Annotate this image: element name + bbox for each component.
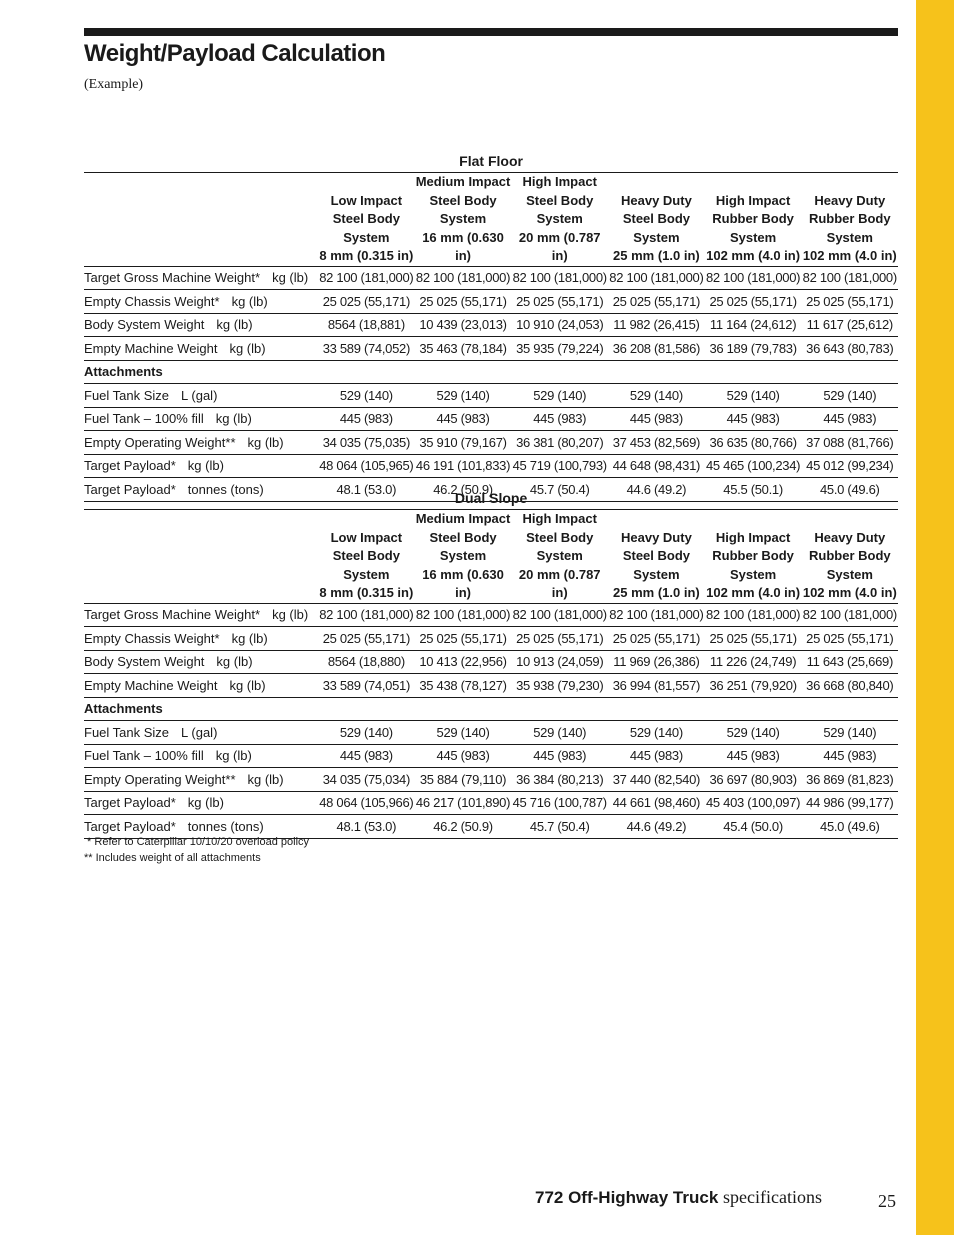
table-caption: Dual Slope bbox=[454, 490, 528, 506]
table-cell: 25 025 (55,171) bbox=[801, 290, 898, 314]
row-unit: L (gal) bbox=[181, 387, 218, 403]
table-cell: 11 617 (25,612) bbox=[801, 313, 898, 337]
table-cell: 35 910 (79,167) bbox=[415, 431, 512, 455]
column-header-row bbox=[84, 173, 898, 267]
row-unit: kg (lb) bbox=[247, 771, 284, 787]
column-header-line: Heavy Duty bbox=[814, 192, 886, 208]
page-footer bbox=[535, 1187, 822, 1208]
table-cell: 82 100 (181,000) bbox=[511, 266, 608, 290]
row-label: Target Gross Machine Weight* bbox=[84, 607, 261, 623]
page-subtitle: (Example) bbox=[84, 77, 144, 92]
row-label-cell bbox=[84, 384, 318, 408]
table-cell: 35 884 (79,110) bbox=[415, 768, 512, 792]
table-cell: 45 403 (100,097) bbox=[705, 791, 802, 815]
section-row bbox=[84, 360, 898, 384]
table-cell: 25 025 (55,171) bbox=[318, 627, 415, 651]
table-cell: 37 453 (82,569) bbox=[608, 431, 705, 455]
column-header-row bbox=[84, 510, 898, 604]
table-cell: 445 (983) bbox=[415, 407, 512, 431]
table-row bbox=[84, 266, 898, 290]
table-cell: 25 025 (55,171) bbox=[608, 290, 705, 314]
column-header-line: Rubber Body bbox=[712, 548, 794, 563]
row-unit: kg (lb) bbox=[272, 607, 309, 623]
table-cell bbox=[801, 360, 898, 384]
row-label-cell bbox=[84, 290, 318, 314]
table-cell: 25 025 (55,171) bbox=[318, 290, 415, 314]
table-row bbox=[84, 721, 898, 745]
column-header bbox=[318, 173, 415, 267]
column-header bbox=[318, 510, 415, 604]
column-header-line: 25 mm (1.0 in) bbox=[613, 248, 700, 263]
table-cell: 35 463 (78,184) bbox=[415, 337, 512, 361]
table-cell: 36 384 (80,213) bbox=[511, 768, 608, 792]
table-cell bbox=[705, 360, 802, 384]
top-rule bbox=[84, 28, 898, 36]
row-label-cell bbox=[84, 721, 318, 745]
table-cell: 529 (140) bbox=[318, 384, 415, 408]
table-cell: 45 465 (100,234) bbox=[705, 454, 802, 478]
column-header-line: Low Impact bbox=[330, 529, 403, 545]
table-cell: 82 100 (181,000) bbox=[318, 603, 415, 627]
table-cell: 46 217 (101,890) bbox=[415, 791, 512, 815]
footnote-attachments: ** Includes weight of all attachments bbox=[84, 852, 261, 864]
header-blank bbox=[84, 173, 318, 267]
row-label: Empty Operating Weight** bbox=[84, 771, 236, 787]
table-cell: 529 (140) bbox=[511, 384, 608, 408]
table-cell: 36 381 (80,207) bbox=[511, 431, 608, 455]
row-label: Empty Chassis Weight* bbox=[84, 630, 220, 646]
table-cell: 44 986 (99,177) bbox=[801, 791, 898, 815]
table-cell: 10 913 (24,059) bbox=[511, 650, 608, 674]
table-cell: 48 064 (105,966) bbox=[318, 791, 415, 815]
table-cell: 529 (140) bbox=[415, 384, 512, 408]
table-cell: 10 413 (22,956) bbox=[415, 650, 512, 674]
table-cell: 445 (983) bbox=[705, 744, 802, 768]
table-cell: 35 938 (79,230) bbox=[511, 674, 608, 698]
table-cell: 36 668 (80,840) bbox=[801, 674, 898, 698]
row-label-cell bbox=[84, 627, 318, 651]
row-label: Empty Chassis Weight* bbox=[84, 293, 220, 309]
table-cell: 46.2 (50.9) bbox=[415, 815, 512, 839]
row-label-cell bbox=[84, 744, 318, 768]
table-cell: 45.0 (49.6) bbox=[801, 478, 898, 502]
table-row bbox=[84, 603, 898, 627]
table-cell: 529 (140) bbox=[608, 721, 705, 745]
table-cell: 11 643 (25,669) bbox=[801, 650, 898, 674]
column-header bbox=[705, 510, 802, 604]
column-header-line: 16 mm (0.630 in) bbox=[422, 566, 504, 600]
table-cell: 82 100 (181,000) bbox=[705, 266, 802, 290]
table-row bbox=[84, 791, 898, 815]
row-label: Body System Weight bbox=[84, 654, 205, 670]
row-label-cell bbox=[84, 674, 318, 698]
table-row bbox=[84, 768, 898, 792]
row-label: Fuel Tank – 100% fill bbox=[84, 411, 204, 427]
table-row bbox=[84, 337, 898, 361]
table-cell: 36 189 (79,783) bbox=[705, 337, 802, 361]
column-header bbox=[511, 510, 608, 604]
column-header-line: Heavy Duty bbox=[814, 529, 886, 545]
row-unit: kg (lb) bbox=[187, 458, 224, 474]
table-cell: 529 (140) bbox=[511, 721, 608, 745]
column-header-line: High Impact bbox=[522, 511, 597, 526]
table-cell: 11 982 (26,415) bbox=[608, 313, 705, 337]
row-unit: kg (lb) bbox=[229, 677, 266, 693]
row-label-cell bbox=[84, 266, 318, 290]
table-cell: 82 100 (181,000) bbox=[511, 603, 608, 627]
row-label-cell bbox=[84, 697, 318, 721]
table-cell: 8564 (18,881) bbox=[318, 313, 415, 337]
table-cell: 25 025 (55,171) bbox=[511, 290, 608, 314]
table-cell: 11 969 (26,386) bbox=[608, 650, 705, 674]
row-label: Body System Weight bbox=[84, 317, 205, 333]
row-unit: kg (lb) bbox=[231, 630, 268, 646]
footnote-overload: * Refer to Caterpillar 10/10/20 overload policy bbox=[84, 836, 310, 848]
table-cell bbox=[318, 697, 415, 721]
table-cell: 33 589 (74,052) bbox=[318, 337, 415, 361]
table-cell: 8564 (18,880) bbox=[318, 650, 415, 674]
row-unit: kg (lb) bbox=[231, 293, 268, 309]
table-cell: 48 064 (105,965) bbox=[318, 454, 415, 478]
table-cell: 445 (983) bbox=[318, 744, 415, 768]
column-header-line: System bbox=[633, 566, 680, 582]
column-header-line: 102 mm (4.0 in) bbox=[802, 248, 897, 263]
column-header-line: System bbox=[439, 211, 487, 226]
table-cell: 36 208 (81,586) bbox=[608, 337, 705, 361]
table-cell: 445 (983) bbox=[511, 744, 608, 768]
row-label-cell bbox=[84, 431, 318, 455]
row-unit: kg (lb) bbox=[215, 411, 252, 427]
table-cell: 45.0 (49.6) bbox=[801, 815, 898, 839]
table-row bbox=[84, 290, 898, 314]
table-cell: 445 (983) bbox=[608, 407, 705, 431]
row-unit: kg (lb) bbox=[215, 748, 252, 764]
yellow-side-bar bbox=[916, 0, 954, 1235]
table-row bbox=[84, 384, 898, 408]
table-cell: 445 (983) bbox=[801, 744, 898, 768]
table-cell: 25 025 (55,171) bbox=[705, 627, 802, 651]
table-cell: 82 100 (181,000) bbox=[801, 603, 898, 627]
header-blank bbox=[84, 510, 318, 604]
table-cell: 445 (983) bbox=[318, 407, 415, 431]
table-cell: 25 025 (55,171) bbox=[415, 627, 512, 651]
table-cell: 82 100 (181,000) bbox=[318, 266, 415, 290]
row-label-cell bbox=[84, 337, 318, 361]
table-cell bbox=[318, 360, 415, 384]
column-header-line: Heavy Duty bbox=[621, 192, 692, 208]
table-row bbox=[84, 313, 898, 337]
row-unit: kg (lb) bbox=[216, 317, 253, 333]
table-row bbox=[84, 431, 898, 455]
column-header-line: Medium Impact bbox=[415, 511, 511, 526]
column-header-line: 8 mm (0.315 in) bbox=[319, 585, 414, 600]
table-cell: 82 100 (181,000) bbox=[801, 266, 898, 290]
row-unit: tonnes (tons) bbox=[187, 481, 264, 497]
row-label: Empty Operating Weight** bbox=[84, 434, 236, 450]
table-cell: 46 191 (101,833) bbox=[415, 454, 512, 478]
column-header bbox=[608, 510, 705, 604]
table-cell: 82 100 (181,000) bbox=[415, 603, 512, 627]
row-label: Fuel Tank Size bbox=[84, 387, 170, 403]
flat-floor-table bbox=[84, 150, 898, 502]
table-cell bbox=[705, 697, 802, 721]
table-cell bbox=[608, 697, 705, 721]
table-cell: 45 716 (100,787) bbox=[511, 791, 608, 815]
table-cell: 34 035 (75,034) bbox=[318, 768, 415, 792]
column-header-line: Steel Body bbox=[526, 192, 594, 208]
row-label-cell bbox=[84, 313, 318, 337]
row-unit: kg (lb) bbox=[229, 340, 266, 356]
column-header-line: Steel Body bbox=[622, 211, 690, 226]
table-cell bbox=[415, 697, 512, 721]
row-label-cell bbox=[84, 768, 318, 792]
table-row bbox=[84, 650, 898, 674]
column-header bbox=[705, 173, 802, 267]
column-header-line: High Impact bbox=[522, 174, 597, 189]
table-cell: 35 438 (78,127) bbox=[415, 674, 512, 698]
column-header bbox=[801, 173, 898, 267]
column-header bbox=[801, 510, 898, 604]
column-header-line: 102 mm (4.0 in) bbox=[706, 585, 801, 600]
table-cell: 46.2 (50.9) bbox=[415, 478, 512, 502]
row-label: Target Payload* bbox=[84, 818, 176, 834]
column-header-line: High Impact bbox=[715, 529, 791, 545]
column-header-line: High Impact bbox=[715, 192, 791, 208]
table-cell: 34 035 (75,035) bbox=[318, 431, 415, 455]
column-header-line: 8 mm (0.315 in) bbox=[319, 248, 414, 263]
column-header bbox=[415, 173, 512, 267]
table-cell: 529 (140) bbox=[318, 721, 415, 745]
table-row bbox=[84, 407, 898, 431]
row-label: Attachments bbox=[84, 364, 163, 380]
table-cell bbox=[511, 697, 608, 721]
table-cell: 529 (140) bbox=[801, 721, 898, 745]
row-label: Fuel Tank Size bbox=[84, 724, 170, 740]
table-cell: 529 (140) bbox=[415, 721, 512, 745]
table-cell: 445 (983) bbox=[511, 407, 608, 431]
table-cell: 36 251 (79,920) bbox=[705, 674, 802, 698]
table-cell: 11 226 (24,749) bbox=[705, 650, 802, 674]
table-cell: 37 440 (82,540) bbox=[608, 768, 705, 792]
table-cell: 48.1 (53.0) bbox=[318, 815, 415, 839]
column-header bbox=[608, 173, 705, 267]
table-cell: 44.6 (49.2) bbox=[608, 815, 705, 839]
table-cell: 25 025 (55,171) bbox=[608, 627, 705, 651]
row-label: Target Gross Machine Weight* bbox=[84, 270, 261, 286]
row-label: Empty Machine Weight bbox=[84, 677, 218, 693]
column-header-line: Steel Body bbox=[332, 211, 400, 226]
row-unit: kg (lb) bbox=[247, 434, 284, 450]
row-label: Target Payload* bbox=[84, 795, 176, 811]
footer-model: 772 Off-Highway Truck bbox=[535, 1188, 719, 1207]
section-row bbox=[84, 697, 898, 721]
table-cell: 25 025 (55,171) bbox=[415, 290, 512, 314]
table-cell: 529 (140) bbox=[608, 384, 705, 408]
table-cell: 445 (983) bbox=[415, 744, 512, 768]
dual-slope-table bbox=[84, 487, 898, 839]
table-cell: 44.6 (49.2) bbox=[608, 478, 705, 502]
column-header-line: Rubber Body bbox=[712, 211, 794, 226]
table-cell: 45 012 (99,234) bbox=[801, 454, 898, 478]
footer-spec-word: specifications bbox=[723, 1187, 822, 1207]
table-cell bbox=[608, 360, 705, 384]
table-cell: 45.7 (50.4) bbox=[511, 815, 608, 839]
table-cell: 44 661 (98,460) bbox=[608, 791, 705, 815]
table-cell: 82 100 (181,000) bbox=[608, 603, 705, 627]
row-label-cell bbox=[84, 650, 318, 674]
table-cell: 45 719 (100,793) bbox=[511, 454, 608, 478]
column-header-line: System bbox=[536, 548, 583, 563]
table-cell: 36 697 (80,903) bbox=[705, 768, 802, 792]
table-cell: 44 648 (98,431) bbox=[608, 454, 705, 478]
row-label: Target Payload* bbox=[84, 481, 176, 497]
table-cell bbox=[415, 360, 512, 384]
row-label-cell bbox=[84, 360, 318, 384]
column-header-line: Medium Impact bbox=[415, 174, 511, 189]
row-unit: L (gal) bbox=[181, 724, 218, 740]
table-row bbox=[84, 674, 898, 698]
column-header-line: 25 mm (1.0 in) bbox=[613, 585, 700, 600]
table-cell: 10 439 (23,013) bbox=[415, 313, 512, 337]
column-header-line: System bbox=[729, 566, 777, 582]
table-cell: 82 100 (181,000) bbox=[415, 266, 512, 290]
table-cell: 36 994 (81,557) bbox=[608, 674, 705, 698]
column-header-line: Steel Body bbox=[332, 548, 400, 563]
column-header bbox=[415, 510, 512, 604]
column-header-line: Steel Body bbox=[429, 192, 497, 208]
column-header-line: 20 mm (0.787 in) bbox=[518, 229, 601, 263]
column-header-line: Rubber Body bbox=[808, 211, 891, 226]
table-cell bbox=[801, 697, 898, 721]
column-header-line: 102 mm (4.0 in) bbox=[706, 248, 801, 263]
row-label: Attachments bbox=[84, 701, 163, 717]
row-unit: kg (lb) bbox=[272, 270, 309, 286]
column-header-line: System bbox=[633, 229, 680, 245]
table-row bbox=[84, 454, 898, 478]
table-cell: 36 643 (80,783) bbox=[801, 337, 898, 361]
column-header-line: System bbox=[826, 566, 873, 582]
table-row bbox=[84, 627, 898, 651]
column-header-line: Low Impact bbox=[330, 192, 403, 208]
column-header-line: System bbox=[536, 211, 583, 226]
table-caption: Flat Floor bbox=[459, 153, 523, 169]
table-cell: 445 (983) bbox=[705, 407, 802, 431]
row-unit: kg (lb) bbox=[216, 654, 253, 670]
column-header-line: Steel Body bbox=[622, 548, 690, 563]
table-cell: 82 100 (181,000) bbox=[705, 603, 802, 627]
table-cell: 445 (983) bbox=[801, 407, 898, 431]
table-cell: 445 (983) bbox=[608, 744, 705, 768]
row-unit: tonnes (tons) bbox=[187, 818, 264, 834]
column-header-line: 16 mm (0.630 in) bbox=[422, 229, 504, 263]
table-cell: 25 025 (55,171) bbox=[705, 290, 802, 314]
column-header-line: Steel Body bbox=[429, 529, 497, 545]
page-number: 25 bbox=[878, 1191, 896, 1211]
page-title: Weight/Payload Calculation bbox=[84, 40, 386, 67]
column-header-line: 102 mm (4.0 in) bbox=[802, 585, 897, 600]
table-cell: 529 (140) bbox=[705, 384, 802, 408]
table-cell: 529 (140) bbox=[705, 721, 802, 745]
table-row bbox=[84, 744, 898, 768]
column-header-line: 20 mm (0.787 in) bbox=[518, 566, 601, 600]
table-cell: 36 635 (80,766) bbox=[705, 431, 802, 455]
table-cell: 11 164 (24,612) bbox=[705, 313, 802, 337]
table-cell: 529 (140) bbox=[801, 384, 898, 408]
row-label: Target Payload* bbox=[84, 458, 176, 474]
column-header-line: System bbox=[826, 229, 873, 245]
table-cell: 36 869 (81,823) bbox=[801, 768, 898, 792]
table-cell: 45.7 (50.4) bbox=[511, 478, 608, 502]
column-header-line: Rubber Body bbox=[809, 548, 891, 563]
column-header-line: System bbox=[343, 229, 390, 245]
table-cell: 25 025 (55,171) bbox=[801, 627, 898, 651]
column-header bbox=[511, 173, 608, 267]
row-label-cell bbox=[84, 791, 318, 815]
table-cell: 45.4 (50.0) bbox=[705, 815, 802, 839]
column-header-line: Steel Body bbox=[526, 529, 594, 545]
table-cell: 45.5 (50.1) bbox=[705, 478, 802, 502]
table-cell: 48.1 (53.0) bbox=[318, 478, 415, 502]
table-cell: 35 935 (79,224) bbox=[511, 337, 608, 361]
column-header-line: Heavy Duty bbox=[621, 529, 692, 545]
row-label: Fuel Tank – 100% fill bbox=[84, 748, 204, 764]
row-label-cell bbox=[84, 603, 318, 627]
table-cell: 37 088 (81,766) bbox=[801, 431, 898, 455]
footnotes bbox=[84, 834, 309, 866]
table-cell: 25 025 (55,171) bbox=[511, 627, 608, 651]
table-cell bbox=[511, 360, 608, 384]
column-header-line: System bbox=[439, 548, 487, 563]
row-label: Empty Machine Weight bbox=[84, 340, 218, 356]
row-unit: kg (lb) bbox=[187, 795, 224, 811]
column-header-line: System bbox=[343, 566, 390, 582]
row-label-cell bbox=[84, 407, 318, 431]
table-cell: 10 910 (24,053) bbox=[511, 313, 608, 337]
table-cell: 33 589 (74,051) bbox=[318, 674, 415, 698]
table-cell: 82 100 (181,000) bbox=[608, 266, 705, 290]
row-label-cell bbox=[84, 454, 318, 478]
column-header-line: System bbox=[729, 229, 777, 245]
